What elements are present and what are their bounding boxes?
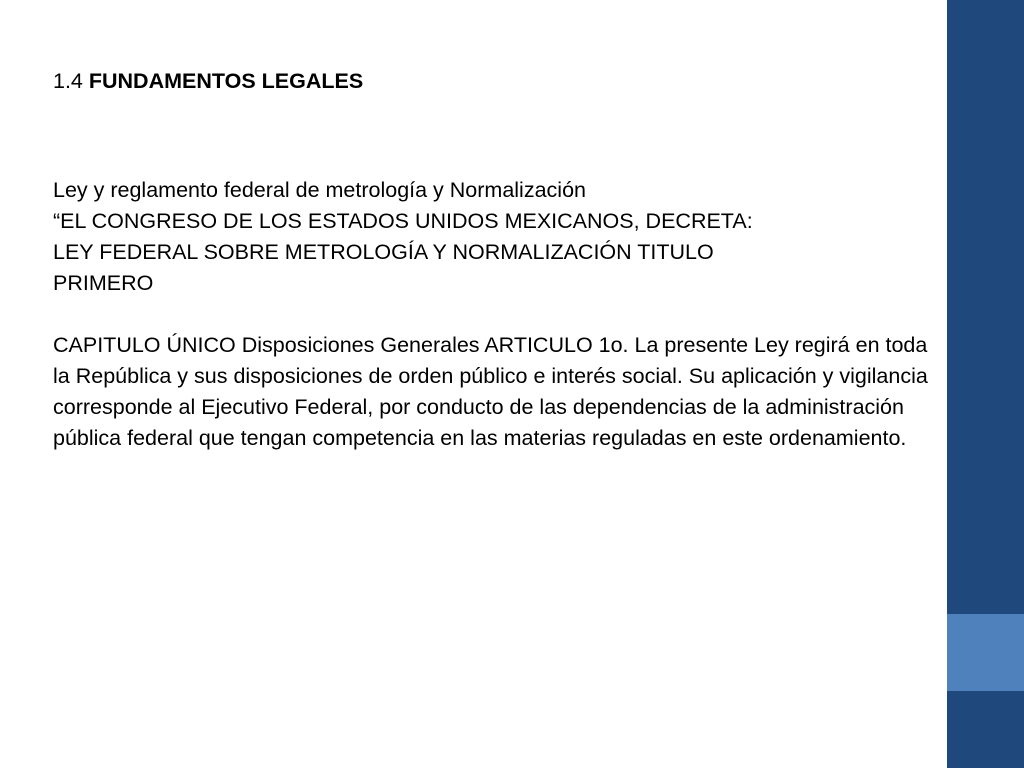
slide-content [53,66,933,454]
decree-line-3: PRIMERO [53,271,154,295]
heading-title: FUNDAMENTOS LEGALES [88,69,364,93]
slide-heading [53,66,933,97]
law-title: Ley y reglamento federal de metrología y Normalización [53,178,586,202]
decree-line-2: LEY FEDERAL SOBRE METROLOGÍA Y NORMALIZACIÓN TITULO [53,240,714,264]
article-text: CAPITULO ÚNICO Disposiciones Generales ARTICULO 1o. La presente Ley regirá en toda la República y sus disposiciones de orden público e interés social. Su aplicación y vigilancia corresponde al Ejecutivo Federal, por conducto de las dependencias de la administración pública federal que tengan competencia en las materias reguladas en este ordenamiento. [53,333,928,450]
heading-number: 1.4 [53,69,83,93]
article-block [53,330,933,454]
sidebar-accent-block [947,614,1024,691]
decree-line-1: “EL CONGRESO DE LOS ESTADOS UNIDOS MEXICANOS, DECRETA: [53,209,753,233]
law-block [53,175,933,299]
